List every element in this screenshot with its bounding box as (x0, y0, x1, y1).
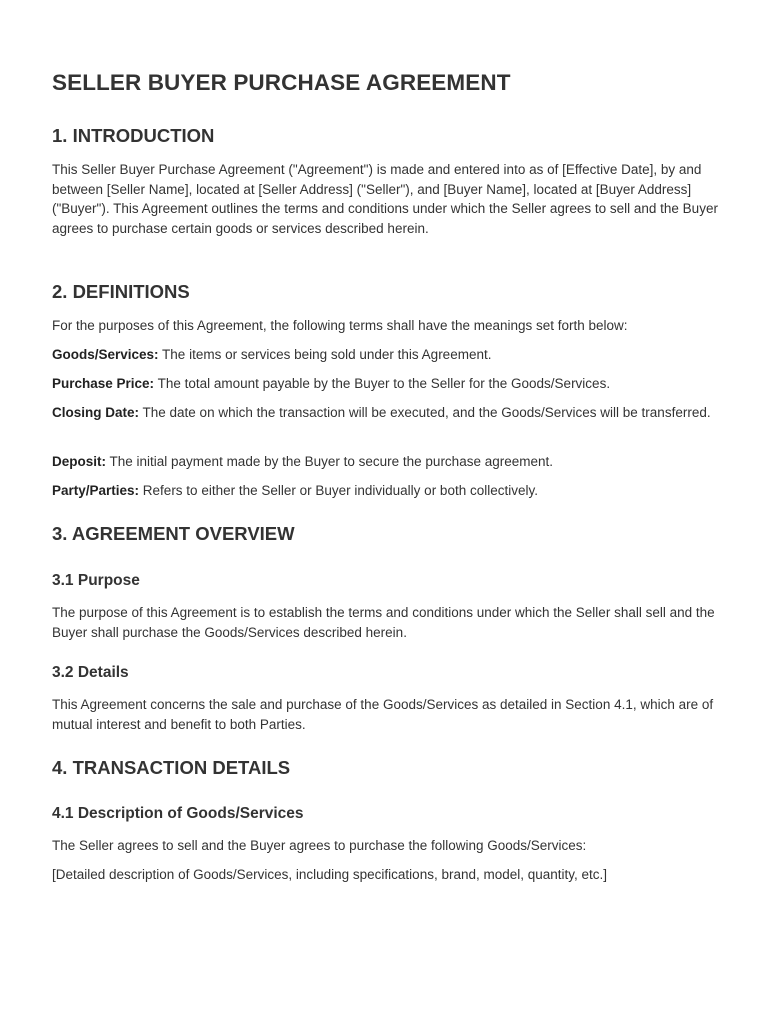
definition-text: The items or services being sold under this Agreement. (158, 347, 492, 362)
section-introduction-body: This Seller Buyer Purchase Agreement ("Agreement") is made and entered into as of [Effective Date], by and between [Seller Name], located at [Seller Address] ("Seller"), and [Buyer Name], located at [Buyer Address] ("Buyer"). This Agreement outlines the terms and conditions under which the Seller agrees to sell and the Buyer agrees to purchase certain goods or services described herein. (52, 162, 718, 236)
subsection-description-heading: 4.1 Description of Goods/Services (52, 805, 304, 822)
definition-text: Refers to either the Seller or Buyer individually or both collectively. (139, 483, 538, 498)
section-definitions-heading: 2. DEFINITIONS (52, 281, 190, 302)
definition-deposit (52, 452, 722, 472)
definition-term: Closing Date: (52, 405, 140, 420)
definitions-intro: For the purposes of this Agreement, the following terms shall have the meanings set forth below: (52, 318, 628, 333)
definition-goods-services (52, 345, 722, 365)
definition-text: The date on which the transaction will be executed, and the Goods/Services will be transferred. (139, 405, 711, 420)
definition-closing-date (52, 403, 722, 423)
definition-parties (52, 481, 722, 501)
section-overview-heading: 3. AGREEMENT OVERVIEW (52, 523, 295, 544)
subsection-details-body: This Agreement concerns the sale and purchase of the Goods/Services as detailed in Section 4.1, which are of mutual interest and benefit to both Parties. (52, 697, 714, 732)
subsection-purpose-heading: 3.1 Purpose (52, 572, 140, 589)
definition-term: Deposit: (52, 454, 106, 469)
definition-text: The total amount payable by the Buyer to the Seller for the Goods/Services. (154, 376, 611, 391)
subsection-details-heading: 3.2 Details (52, 664, 129, 681)
definition-purchase-price (52, 374, 722, 394)
definition-text: The initial payment made by the Buyer to secure the purchase agreement. (106, 454, 554, 469)
document-title: SELLER BUYER PURCHASE AGREEMENT (52, 70, 511, 95)
definition-term: Party/Parties: (52, 483, 140, 498)
subsection-purpose-body: The purpose of this Agreement is to establish the terms and conditions under which the Seller shall sell and the Buyer shall purchase the Goods/Services described herein. (52, 605, 715, 640)
section-transaction-heading: 4. TRANSACTION DETAILS (52, 757, 291, 778)
definition-term: Purchase Price: (52, 376, 155, 391)
subsection-description-intro: The Seller agrees to sell and the Buyer agrees to purchase the following Goods/Services: (52, 838, 587, 853)
definition-term: Goods/Services: (52, 347, 159, 362)
section-introduction-heading: 1. INTRODUCTION (52, 125, 215, 146)
subsection-description-placeholder: [Detailed description of Goods/Services, including specifications, brand, model, quantity, etc.] (52, 867, 608, 882)
